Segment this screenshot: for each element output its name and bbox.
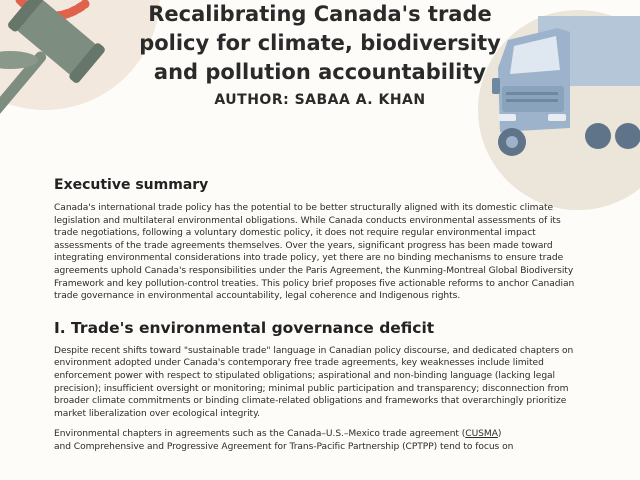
title-line: Recalibrating Canada's trade bbox=[148, 2, 492, 27]
title-line: policy for climate, biodiversity bbox=[139, 31, 501, 56]
cover-header bbox=[0, 0, 640, 160]
section-1-heading: I. Trade's environmental governance deficit bbox=[54, 318, 435, 337]
paragraph-text: and Comprehensive and Progressive Agreement for Trans-Pacific Partnership (CPTPP) tend to focus on bbox=[54, 441, 514, 452]
paragraph-text: ) bbox=[497, 429, 502, 440]
page-title bbox=[120, 0, 520, 87]
author-line: AUTHOR: SABAA A. KHAN bbox=[214, 92, 426, 108]
section-1-paragraph-1: Despite recent shifts toward "sustainable trade" language in Canadian policy discourse, and dedicated chapters on environment adopted under Canada's contemporary free trade agreements, key weaknesses include limited enforcement power with respect to stipulated obligations; aspirational and non-binding language (lacking legal precision); insufficient oversight or monitoring; minimal public participation and transparency; disconnection from broader climate commitments or binding climate-related obligations and frameworks that overarchingly prioritize market liberalization over ecological integrity. bbox=[54, 345, 574, 419]
cusma-link[interactable]: CUSMA bbox=[465, 429, 498, 440]
title-line: and pollution accountability bbox=[153, 60, 487, 85]
document-body bbox=[54, 174, 584, 454]
paragraph-text: Environmental chapters in agreements such as the Canada–U.S.–Mexico trade agreement ( bbox=[54, 429, 466, 440]
executive-summary-paragraph: Canada's international trade policy has the potential to be better structurally aligned with its domestic climate legislation and multilateral environmental obligations. While Canada conducts environmental assessments of its trade negotiations, following a voluntary domestic policy, it does not require regular environmental impact assessments of the trade agreements themselves. Over the years, significant progress has been made toward integrating environmental considerations into trade policy, yet there are no binding mechanisms to ensure trade agreements uphold Canada's responsibilities under the Paris Agreement, the Kunming-Montreal Global Biodiversity Framework and key pollution-control treaties. This policy brief proposes five actionable reforms to anchor Canadian trade governance in environmental accountability, legal coherence and Indigenous rights. bbox=[54, 203, 575, 302]
executive-summary-heading: Executive summary bbox=[54, 177, 209, 193]
section-1-paragraph-2 bbox=[54, 428, 584, 453]
